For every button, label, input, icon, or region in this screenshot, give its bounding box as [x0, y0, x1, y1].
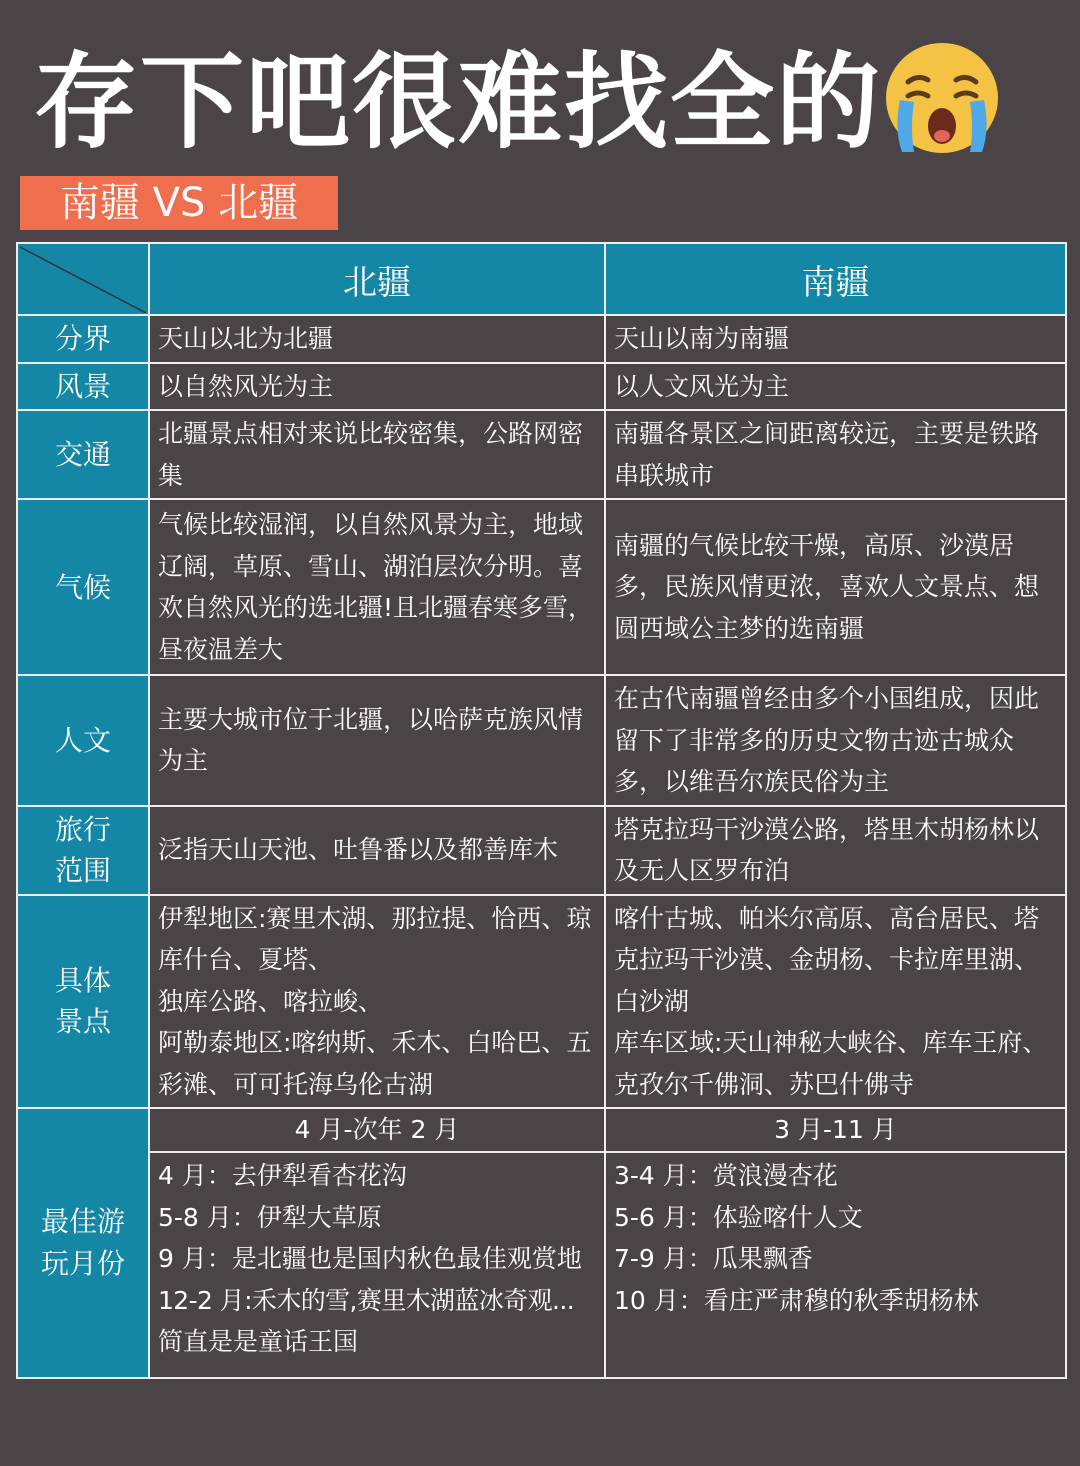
best-north-line: 简直是是童话王国 — [158, 1327, 359, 1356]
table-row — [17, 1108, 1066, 1152]
spots-north-line: 阿勒泰地区:喀纳斯、禾木、白哈巴、五彩滩、可可托海乌伦古湖 — [158, 1028, 592, 1099]
spots-north-line: 独库公路、喀拉峻、 — [158, 986, 384, 1016]
crying-face-icon — [880, 40, 1004, 158]
cell-north-boundary: 天山以北为北疆 — [149, 315, 605, 363]
comparison-table — [16, 242, 1067, 1379]
best-south-line: 7-9 月：瓜果飘香 — [614, 1244, 813, 1273]
table-row — [17, 675, 1066, 806]
best-north-line: 5-8 月：伊犁大草原 — [158, 1202, 382, 1232]
north-month-range: 4 月-次年 2 月 — [149, 1108, 605, 1152]
spots-north-line: 伊犁地区:赛里木湖、那拉提、恰西、琼库什台、夏塔、 — [158, 903, 592, 974]
spots-south-line: 库车区域:天山神秘大峡谷、库车王府、克孜尔千佛洞、苏巴什佛寺 — [614, 1028, 1048, 1099]
spots-south-line: 喀什古城、帕米尔高原、高台居民、塔克拉玛干沙漠、金胡杨、卡拉库里湖、白沙湖 — [614, 903, 1040, 1016]
best-north-line: 9 月：是北疆也是国内秋色最佳观赏地 — [158, 1244, 582, 1273]
row-label-boundary: 分界 — [17, 315, 149, 363]
table-row — [17, 895, 1066, 1109]
row-label-travel-range: 旅行范围 — [17, 806, 149, 895]
table-row — [17, 363, 1066, 411]
best-north-line: 4 月：去伊犁看杏花沟 — [158, 1161, 407, 1190]
subtitle-banner: 南疆 VS 北疆 — [20, 176, 338, 230]
header-north: 北疆 — [149, 243, 605, 315]
row-label-spots: 具体景点 — [17, 895, 149, 1109]
cell-north-scenery: 以自然风光为主 — [149, 363, 605, 411]
page-title: 存下吧很难找全的 — [34, 41, 883, 163]
diagonal-divider — [18, 245, 146, 313]
table-row — [17, 315, 1066, 363]
cell-north-culture: 主要大城市位于北疆，以哈萨克族风情为主 — [149, 675, 605, 806]
cell-south-climate: 南疆的气候比较干燥，高原、沙漠居多，民族风情更浓，喜欢人文景点、想圆西域公主梦的选南疆 — [605, 499, 1066, 675]
table-row — [17, 806, 1066, 895]
table-header-row — [17, 243, 1066, 315]
cell-south-transport: 南疆各景区之间距离较远，主要是铁路串联城市 — [605, 410, 1066, 499]
cell-south-boundary: 天山以南为南疆 — [605, 315, 1066, 363]
cell-north-climate: 气候比较湿润，以自然风景为主，地域辽阔，草原、雪山、湖泊层次分明。喜欢自然风光的选北疆!且北疆春寒多雪，昼夜温差大 — [149, 499, 605, 675]
cell-south-culture: 在古代南疆曾经由多个小国组成，因此留下了非常多的历史文物古迹古城众多，以维吾尔族民俗为主 — [605, 675, 1066, 806]
best-south-line: 5-6 月：体验喀什人文 — [614, 1202, 863, 1232]
row-label-scenery: 风景 — [17, 363, 149, 411]
table-row — [17, 499, 1066, 675]
row-label-culture: 人文 — [17, 675, 149, 806]
row-label-transport: 交通 — [17, 410, 149, 499]
cell-north-spots — [149, 895, 605, 1109]
cell-south-spots — [605, 895, 1066, 1109]
row-label-best-months: 最佳游玩月份 — [17, 1108, 149, 1378]
best-south-line: 10 月：看庄严肃穆的秋季胡杨林 — [614, 1285, 979, 1315]
table-row — [17, 410, 1066, 499]
cell-south-scenery: 以人文风光为主 — [605, 363, 1066, 411]
best-north-line: 12-2 月:禾木的雪,赛里木湖蓝冰奇观... — [158, 1285, 575, 1315]
cell-north-travel-range: 泛指天山天池、吐鲁番以及都善库木 — [149, 806, 605, 895]
cell-north-best — [149, 1152, 605, 1378]
header-south: 南疆 — [605, 243, 1066, 315]
cell-south-best — [605, 1152, 1066, 1378]
best-south-line: 3-4 月：赏浪漫杏花 — [614, 1161, 838, 1190]
cell-north-transport: 北疆景点相对来说比较密集，公路网密集 — [149, 410, 605, 499]
table-corner-cell — [17, 243, 149, 315]
table-row — [17, 1152, 1066, 1378]
cell-south-travel-range: 塔克拉玛干沙漠公路，塔里木胡杨林以及无人区罗布泊 — [605, 806, 1066, 895]
south-month-range: 3 月-11 月 — [605, 1108, 1066, 1152]
row-label-climate: 气候 — [17, 499, 149, 675]
